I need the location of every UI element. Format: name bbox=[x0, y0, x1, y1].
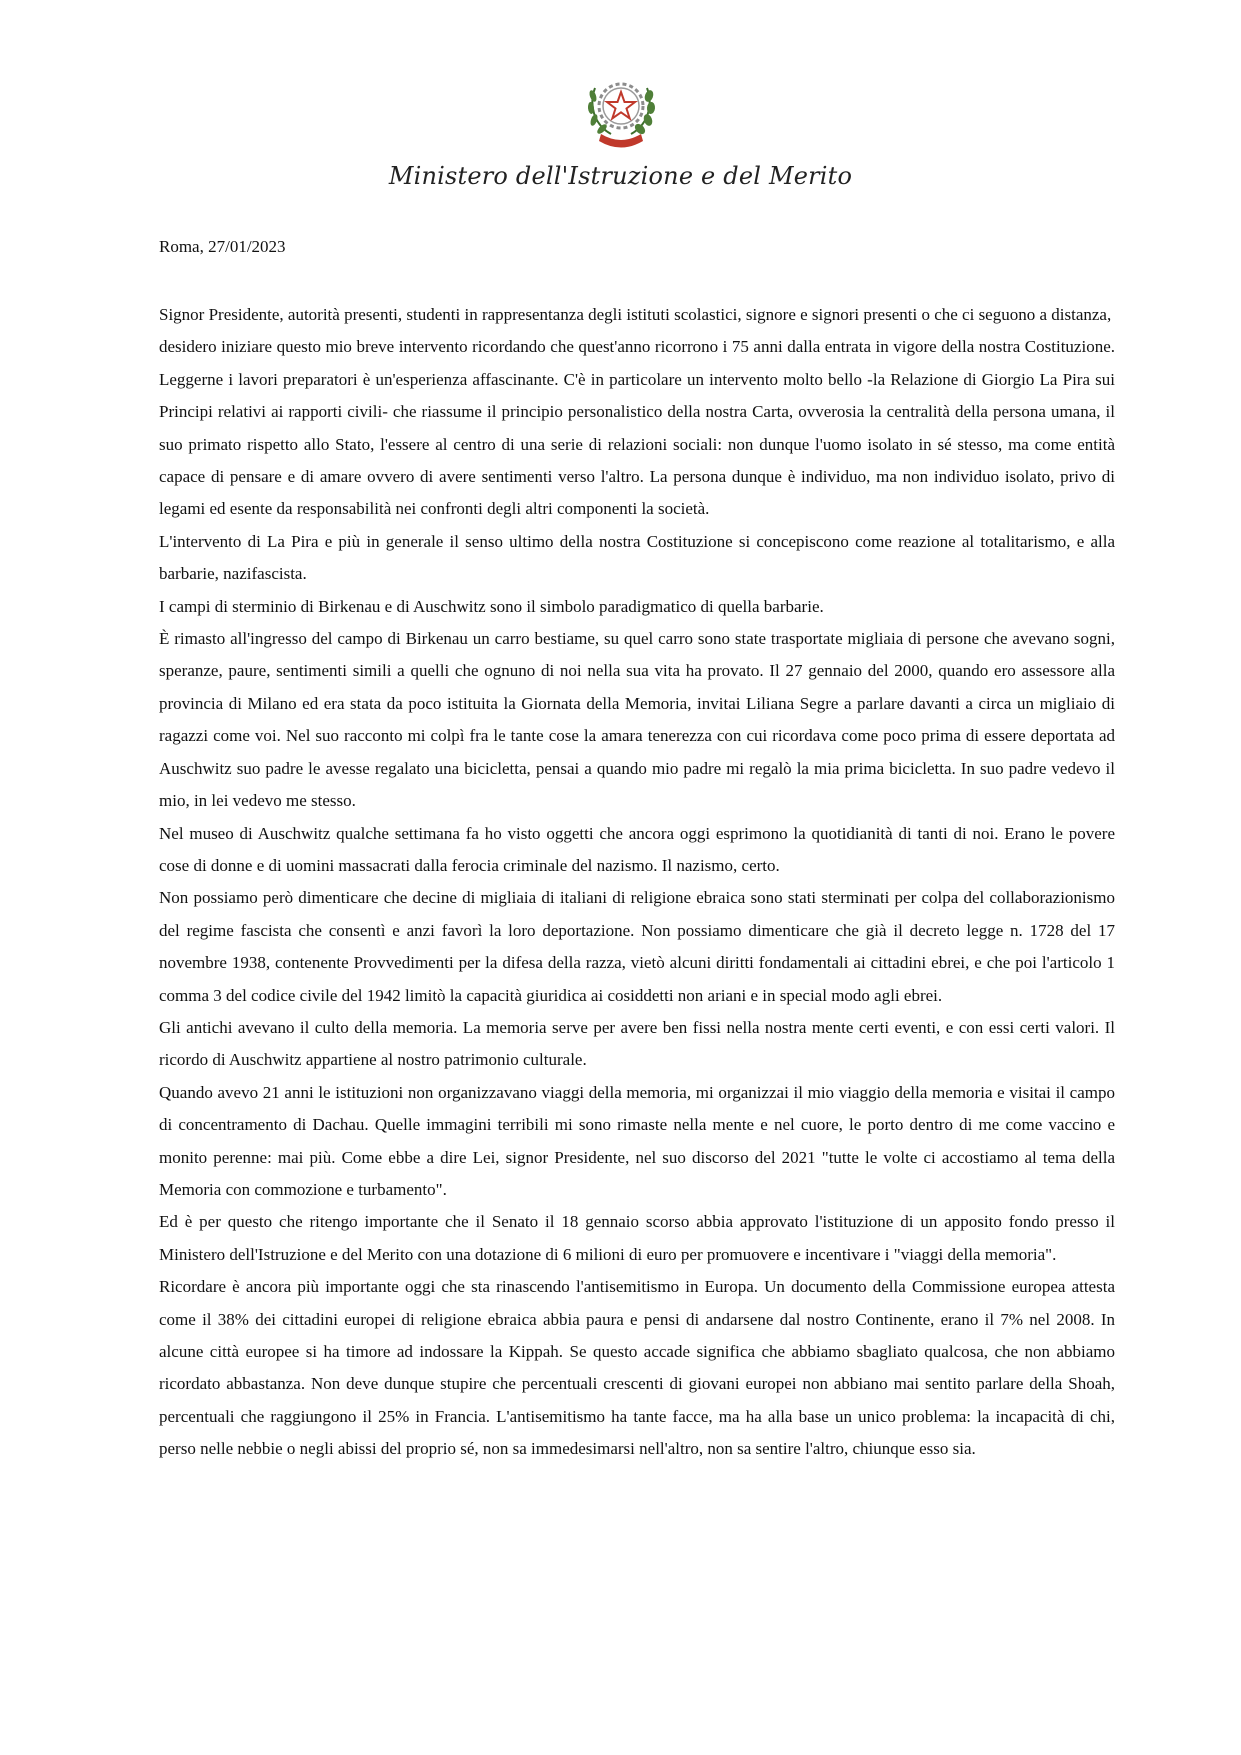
letterhead bbox=[0, 70, 1241, 154]
speech-body bbox=[159, 299, 1115, 1466]
paragraph: Non possiamo però dimenticare che decine di migliaia di italiani di religione ebraica sono stati sterminati per colpa del collaborazionismo del regime fascista che consentì e anzi favorì la loro deportazione. Non possiamo dimenticare che già il decreto legge n. 1728 del 17 novembre 1938, contenente Provvedimenti per la difesa della razza, vietò alcuni diritti fondamentali ai cittadini ebrei, e che poi l'articolo 1 comma 3 del codice civile del 1942 limitò la capacità giuridica ai cosiddetti non ariani e in special modo agli ebrei. bbox=[159, 888, 1115, 1005]
repubblica-italiana-emblem-icon bbox=[581, 70, 661, 154]
paragraph: I campi di sterminio di Birkenau e di Auschwitz sono il simbolo paradigmatico di quella barbarie. bbox=[159, 596, 824, 616]
paragraph: Signor Presidente, autorità presenti, studenti in rappresentanza degli istituti scolastici, signore e signori presenti o che ci seguono a distanza, bbox=[159, 305, 1112, 324]
paragraph: Ed è per questo che ritengo importante che il Senato il 18 gennaio scorso abbia approvato l'istituzione di un apposito fondo presso il Ministero dell'Istruzione e del Merito con una dotazione di 6 milioni di euro per promuovere e incentivare i "viaggi della memoria". bbox=[159, 1212, 1115, 1264]
paragraph: È rimasto all'ingresso del campo di Birkenau un carro bestiame, su quel carro sono state trasportate migliaia di persone che avevano sogni, speranze, paure, sentimenti simili a quelli che ognuno di noi nella sua vita ha provato. Il 27 gennaio del 2000, quando ero assessore alla provincia di Milano ed era stata da poco istituita la Giornata della Memoria, invitai Liliana Segre a parlare davanti a circa un migliaio di ragazzi come voi. Nel suo racconto mi colpì fra le tante cose la amara tenerezza con cui ricordava come poco prima di essere deportata ad Auschwitz suo padre le avesse regalato una bicicletta, pensai a quando mio padre mi regalò la mia prima bicicletta. In suo padre vedevo il mio, in lei vedevo me stesso. bbox=[159, 629, 1115, 811]
paragraph: Ricordare è ancora più importante oggi che sta rinascendo l'antisemitismo in Europa. Un documento della Commissione europea attesta come il 38% dei cittadini europei di religione ebraica abbia paura e pensi di andarsene dal nostro Continente, erano il 7% nel 2008. In alcune città europee si ha timore ad indossare la Kippah. Se questo accade significa che abbiamo sbagliato qualcosa, che non abbiamo ricordato abbastanza. Non deve dunque stupire che percentuali crescenti di giovani europei non abbiano mai sentito parlare della Shoah, percentuali che raggiungono il 25% in Francia. L'antisemitismo ha tante facce, ma ha alla base un unico problema: la incapacità di chi, perso nelle nebbie o negli abissi del proprio sé, non sa immedesimarsi nell'altro, non sa sentire l'altro, chiunque esso sia. bbox=[159, 1277, 1115, 1459]
date-line: Roma, 27/01/2023 bbox=[159, 237, 286, 256]
paragraph: Quando avevo 21 anni le istituzioni non organizzavano viaggi della memoria, mi organizzai il mio viaggio della memoria e visitai il campo di concentramento di Dachau. Quelle immagini terribili mi sono rimaste nella mente e nel cuore, le porto dentro di me come vaccino e monito perenne: mai più. Come ebbe a dire Lei, signor Presidente, nel suo discorso del 2021 "tutte le volte ci accostiamo al tema della Memoria con commozione e turbamento". bbox=[159, 1082, 1115, 1199]
paragraph: desidero iniziare questo mio breve intervento ricordando che quest'anno ricorrono i 75 anni dalla entrata in vigore della nostra Costituzione. Leggerne i lavori preparatori è un'esperienza affascinante. C'è in particolare un intervento molto bello -la Relazione di Giorgio La Pira sui Principi relativi ai rapporti civili- che riassume il principio personalistico della nostra Carta, ovverosia la centralità della persona umana, il suo primato rispetto allo Stato, l'essere al centro di una serie di relazioni sociali: non dunque l'uomo isolato in sé stesso, ma come entità capace di pensare e di amare ovvero di avere sentimenti verso l'altro. La persona dunque è individuo, ma non individuo isolato, privo di legami ed esente da responsabilità nei confronti degli altri componenti la società. bbox=[159, 337, 1115, 519]
ministry-name: Ministero dell'Istruzione e del Merito bbox=[388, 162, 853, 190]
paragraph: Nel museo di Auschwitz qualche settimana fa ho visto oggetti che ancora oggi esprimono la quotidianità di tanti di noi. Erano le povere cose di donne e di uomini massacrati dalla ferocia criminale del nazismo. Il nazismo, certo. bbox=[159, 823, 1115, 875]
paragraph: L'intervento di La Pira e più in generale il senso ultimo della nostra Costituzione si concepiscono come reazione al totalitarismo, e alla barbarie, nazifascista. bbox=[159, 531, 1115, 584]
paragraph: Gli antichi avevano il culto della memoria. La memoria serve per avere ben fissi nella nostra mente certi eventi, e con essi certi valori. Il ricordo di Auschwitz appartiene al nostro patrimonio culturale. bbox=[159, 1017, 1115, 1070]
